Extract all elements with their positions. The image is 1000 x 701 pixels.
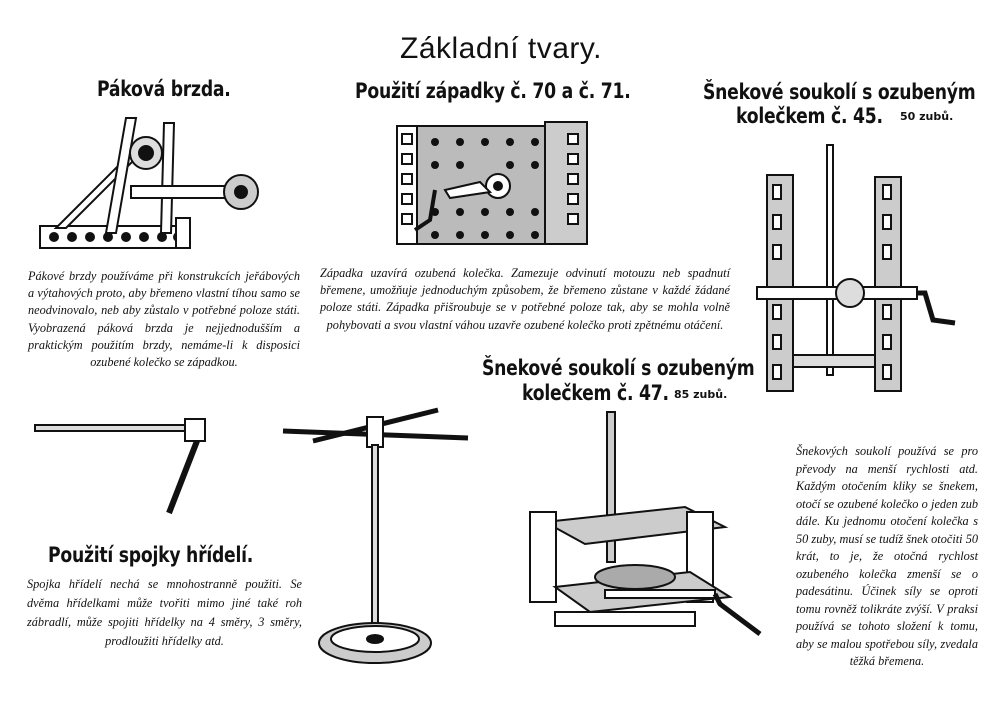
shaft-coupling-stand-illustration [283,405,478,665]
text-shaft-coupling: Spojka hřídelí nechá se mnohostranně použiti. Se dvěma hřídelkami může tvořiti mimo jiné také roh zábradlí, může spojiti hřídelky na 4 směry, 3 směry, prodloužiti hřídelky atd. [27,577,302,648]
worm-gear-47-illustration [525,412,775,667]
heading-worm-gear-45-line2-group [736,104,915,128]
heading-lever-brake: Páková brzda. [97,77,231,101]
text-lever-brake: Pákové brzdy používáme při konstrukcích jeřábových a výtahových proto, aby břemeno vlastní tíhou samo se neodvinovalo, neb aby zůstalo v potřebné poloze státi. Vyobrazená páková brzda je nejjednodušším a praktickým použitím brzdy, nemáme-li k disposici ozubené kolečko se západkou. [28,269,300,370]
heading-worm-gear-47-line1: Šnekové soukolí s ozubeným [482,356,755,380]
lever-brake-illustration [36,108,276,258]
text-worm-gear: Šnekových soukolí používá se pro převody na menší rychlosti atd. Každým otočením kliky se šnekem, otočí se ozubené kolečko o jeden zub dále. Ku jednomu otočení kolečka s 50 zuby, musí se tudíž šnek otočiti 50 krát, to je, že otočná rychlost ozubeného kolečka zmenší se o padesátinu. Účinek síly se oproti tomu rovněž tolikráte zvýší. V praksi používá se tohoto složení k tomu, aby se malou spotřebou síly, zvedala těžká břemena. [796,444,978,668]
page-title: Základní tvary. [400,32,603,65]
shaft-coupling-l-illustration [35,415,215,525]
ratchet-illustration [395,120,590,250]
heading-shaft-coupling: Použití spojky hřídelí. [48,543,254,567]
heading-ratchet: Použití západky č. 70 a č. 71. [355,79,631,103]
text-ratchet: Západka uzavírá ozubená kolečka. Zamezuje odvinutí motouzu neb spadnutí břemene, umožňuje jednoduchým způsobem, že břemeno zůstane v každé žádané poloze státi. Západka přišroubuje se v potřebné poloze tak, aby se mohla volně pohybovati a svou vlastní váhou uzavře ozubené kolečko proti zpětnému otáčení. [320,266,730,332]
teeth-label-45: 50 zubů. [900,110,954,123]
teeth-label-47: 85 zubů. [674,388,728,401]
worm-gear-45-illustration [755,145,965,395]
heading-worm-gear-45-line2: kolečkem č. 45. [736,104,883,128]
heading-worm-gear-45-line1: Šnekové soukolí s ozubeným [703,80,976,104]
heading-worm-gear-47-line2: kolečkem č. 47. [522,381,669,405]
